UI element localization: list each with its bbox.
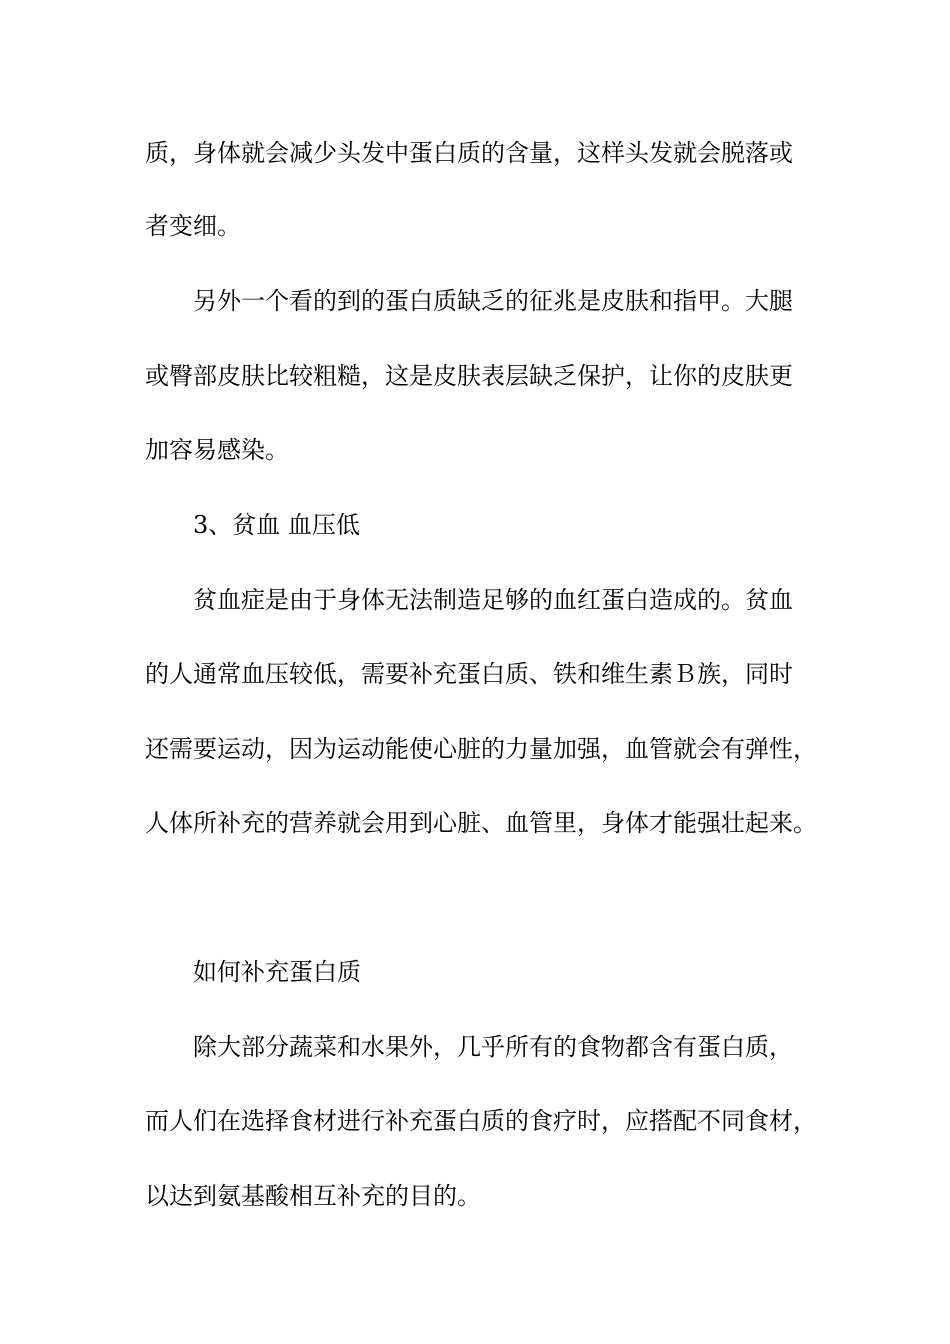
text-line: 人体所补充的营养就会用到心脏、血管里，身体才能强壮起来。 bbox=[145, 809, 817, 837]
text-line: 而人们在选择食材进行补充蛋白质的食疗时，应搭配不同食材， bbox=[145, 1107, 817, 1135]
text-line: 的人通常血压较低，需要补充蛋白质、铁和维生素Ｂ族，同时 bbox=[145, 660, 793, 688]
text-line: 还需要运动，因为运动能使心脏的力量加强，血管就会有弹性， bbox=[145, 735, 817, 763]
text-line: 者变细。 bbox=[145, 212, 241, 240]
text-line: 质，身体就会减少头发中蛋白质的含量，这样头发就会脱落或 bbox=[145, 139, 793, 167]
paragraph-start-line: 除大部分蔬菜和水果外，几乎所有的食物都含有蛋白质， bbox=[193, 1033, 793, 1061]
paragraph-start-line: 另外一个看的到的蛋白质缺乏的征兆是皮肤和指甲。大腿 bbox=[193, 287, 793, 315]
text-line: 加容易感染。 bbox=[145, 436, 289, 464]
section-heading: 3、贫血 血压低 bbox=[193, 511, 360, 539]
text-line: 以达到氨基酸相互补充的目的。 bbox=[145, 1182, 481, 1210]
text-line: 或臀部皮肤比较粗糙，这是皮肤表层缺乏保护，让你的皮肤更 bbox=[145, 362, 793, 390]
section-heading: 如何补充蛋白质 bbox=[193, 958, 361, 986]
paragraph-start-line: 贫血症是由于身体无法制造足够的血红蛋白造成的。贫血 bbox=[193, 586, 793, 614]
